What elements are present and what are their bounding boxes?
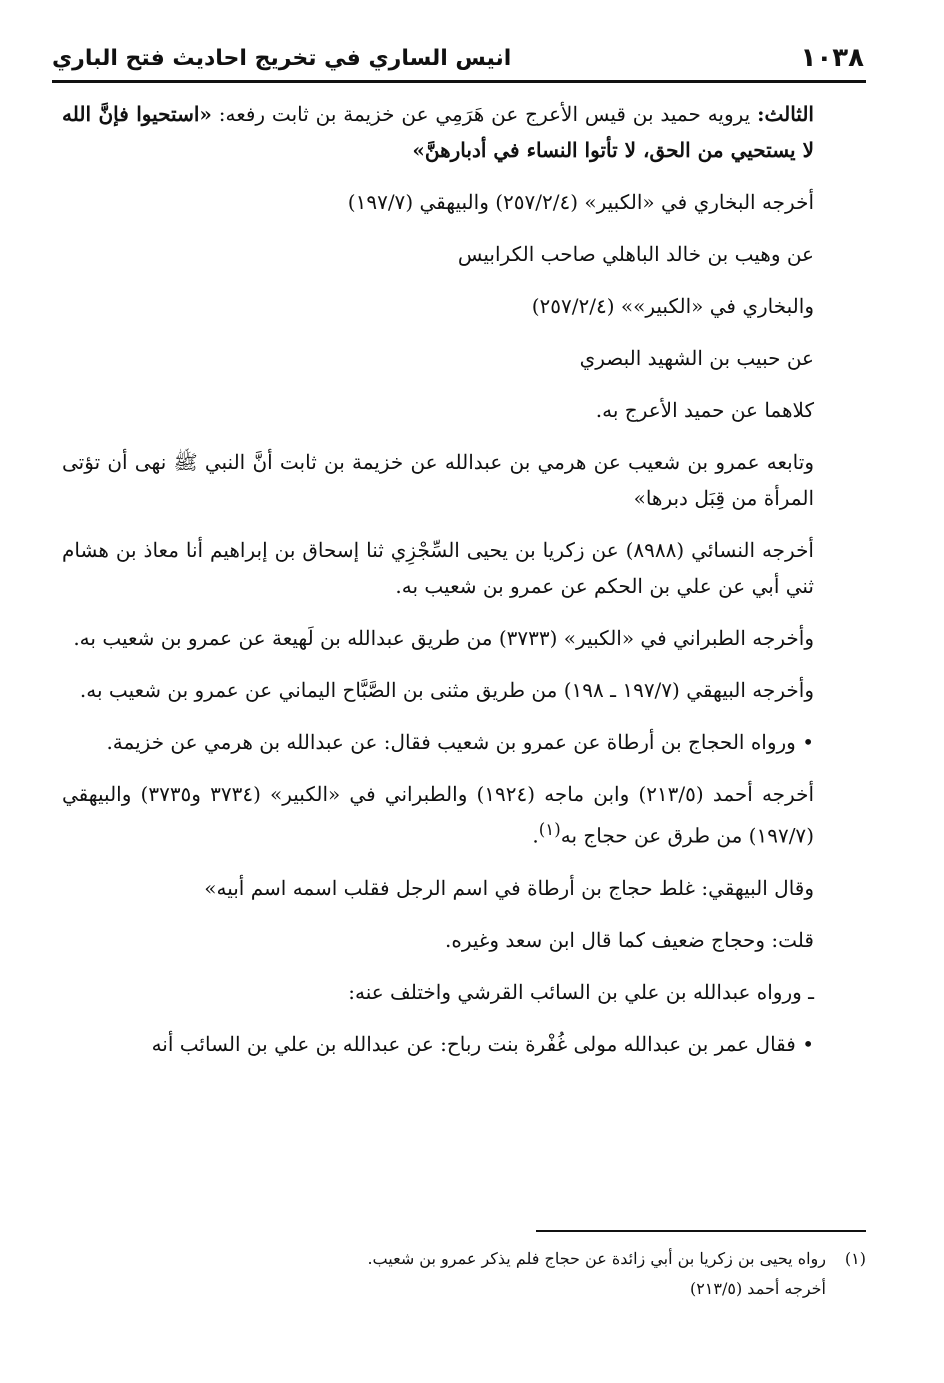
paragraph: وأخرجه البيهقي (١٩٧/٧ ـ ١٩٨) من طريق مثنى بن الصَّبَّاح اليماني عن عمرو بن شعيب به.: [79, 678, 814, 702]
paragraph: أخرجه البخاري في «الكبير» (٢٥٧/٢/٤) والبيهقي (١٩٧/٧): [347, 190, 814, 214]
paragraph: والبخاري في «الكبير»» (٢٥٧/٢/٤): [531, 294, 814, 318]
paragraph: وأخرجه الطبراني في «الكبير» (٣٧٣٣) من طريق عبدالله بن لَهيعة عن عمرو بن شعيب به.: [73, 626, 814, 650]
paragraph: عن وهيب بن خالد الباهلي صاحب الكرابيس: [457, 242, 814, 266]
paragraph: • فقال عمر بن عبدالله مولى غُفْرة بنت رباح: عن عبدالله بن علي بن السائب أنه: [151, 1031, 814, 1056]
page-header: [52, 38, 864, 78]
paragraph: عن حبيب بن الشهيد البصري: [579, 346, 814, 370]
page-number: ١٠٣٨: [800, 43, 864, 73]
paragraph-text: يرويه حميد بن قيس الأعرج عن هَرَمِي عن خزيمة بن ثابت رفعه:: [211, 102, 758, 126]
main-text: [62, 96, 866, 1163]
footnote-separator: [536, 1230, 866, 1232]
hadith-quote: «استحيوا فإنَّ الله لا يستحيي من الحق، لا تأتوا النساء في أدبارهنَّ»: [62, 102, 814, 162]
paragraph: ـ ورواه عبدالله بن علي بن السائب القرشي واختلف عنه:: [348, 979, 814, 1004]
footnote-item: [62, 1244, 866, 1274]
paragraph: وقال البيهقي: غلط حجاج بن أرطاة في اسم الرجل فقلب اسمه اسم أبيه»: [204, 875, 814, 900]
paragraph: أخرجه النسائي (٨٩٨٨) عن زكريا بن يحيى السِّجْزِي ثنا إسحاق بن إبراهيم أنا معاذ بن هشام ثني أبي عن علي بن الحكم عن عمرو بن شعيب به.: [62, 538, 814, 598]
paragraph-tail: .: [532, 823, 539, 848]
footnote-reference[interactable]: (١): [538, 820, 561, 839]
paragraph: • ورواه الحجاج بن أرطاة عن عمرو بن شعيب فقال: عن عبدالله بن هرمي عن خزيمة.: [106, 730, 814, 754]
paragraph: [62, 776, 866, 854]
paragraph: قلت: وحجاج ضعيف كما قال ابن سعد وغيره.: [444, 927, 814, 952]
paragraph-text: أخرجه أحمد (٢١٣/٥) وابن ماجه (١٩٢٤) والطبراني في «الكبير» (٣٧٣٤ و٣٧٣٥) والبيهقي (١٩٧/٧) من طرق عن حجاج به: [62, 782, 815, 848]
paragraph: وتابعه عمرو بن شعيب عن هرمي بن عبدالله عن خزيمة بن ثابت أنَّ النبي ﷺ نهى أن تؤتى المرأة من قِبَل دبرها»: [62, 450, 814, 510]
running-title: انيس الساري في تخريج احاديث فتح الباري: [52, 45, 512, 71]
paragraph: [62, 96, 866, 168]
header-rule: [52, 80, 866, 83]
footnote-marker: (١): [844, 1249, 866, 1268]
footnote-continuation: أخرجه أحمد (٢١٣/٥): [689, 1279, 826, 1298]
footnotes: [62, 1244, 866, 1304]
paragraph: كلاهما عن حميد الأعرج به.: [595, 398, 814, 422]
footnote-text: رواه يحيى بن زكريا بن أبي زائدة عن حجاج فلم يذكر عمرو بن شعيب.: [367, 1249, 826, 1268]
section-lead: الثالث:: [757, 102, 814, 126]
